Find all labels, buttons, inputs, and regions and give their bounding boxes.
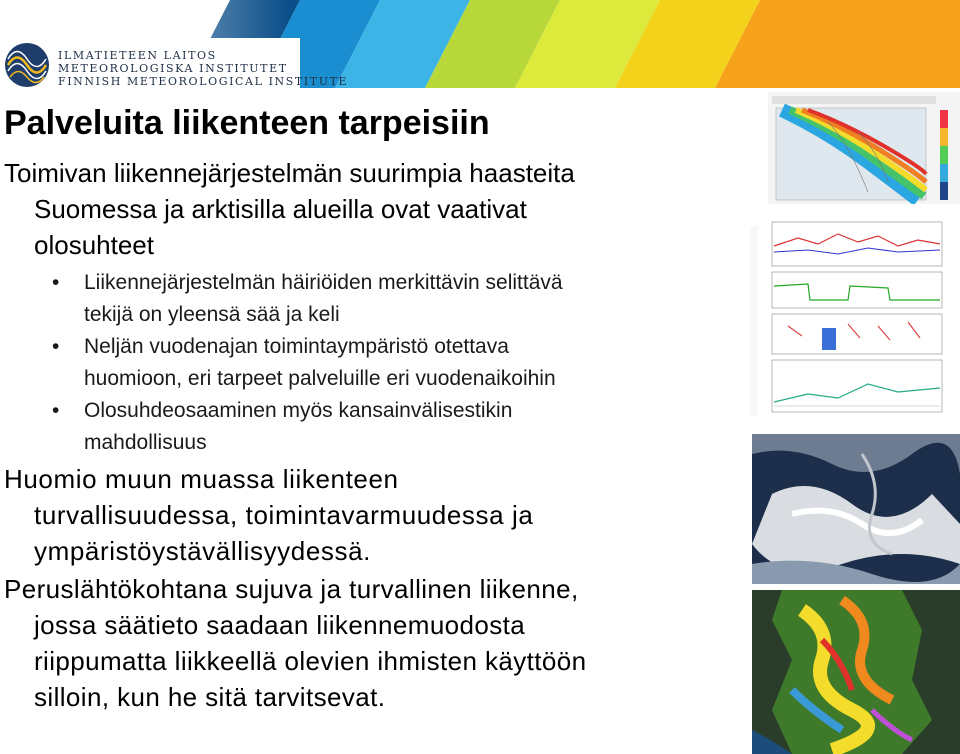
institute-name-sv: METEOROLOGISKA INSTITUTET: [58, 62, 288, 75]
paragraph-line: Peruslähtökohtana sujuva ja turvallinen liikenne,: [4, 574, 579, 604]
institute-name-en: FINNISH METEOROLOGICAL INSTITUTE: [58, 75, 349, 88]
bullet-icon: •: [52, 271, 60, 294]
list-item: [4, 395, 744, 459]
principle-paragraph: [4, 571, 744, 715]
paragraph-line: riippumatta liikkeellä olevien ihmisten käyttöön: [34, 646, 587, 676]
bullet-text: Olosuhdeosaaminen myös kansainvälisestikin: [84, 399, 513, 422]
intro-paragraph: [4, 155, 744, 263]
header-banner: [0, 0, 960, 88]
bullet-icon: •: [52, 335, 60, 358]
institute-name: [58, 49, 348, 88]
slide-title: Palveluita liikenteen tarpeisiin: [4, 104, 490, 142]
weather-imagery: [748, 88, 960, 754]
bullet-icon: •: [52, 399, 60, 422]
paragraph-line: turvallisuudessa, toimintavarmuudessa ja: [34, 500, 534, 530]
list-item: [4, 331, 744, 395]
bullet-text: mahdollisuus: [84, 431, 207, 454]
intro-line: olosuhteet: [34, 230, 154, 260]
fmi-logo-icon: [4, 42, 50, 88]
radar-map-image: [752, 590, 960, 754]
list-item: [4, 267, 744, 331]
wind-speed-map-image: [768, 92, 960, 204]
paragraph-line: Huomio muun muassa liikenteen: [4, 464, 399, 494]
paragraph-line: silloin, kun he sitä tarvitsevat.: [34, 682, 386, 712]
institute-name-fi: ILMATIETEEN LAITOS: [58, 49, 217, 62]
attention-paragraph: [4, 461, 744, 569]
intro-line: Toimivan liikennejärjestelmän suurimpia haasteita: [4, 158, 575, 188]
bullet-text: Liikennejärjestelmän häiriöiden merkittävin selittävä: [84, 271, 563, 294]
satellite-image: [752, 434, 960, 584]
bullet-text: Neljän vuodenajan toimintaympäristö otettava: [84, 335, 509, 358]
bullet-list: [4, 267, 744, 459]
meteogram-chart-image: [748, 216, 960, 422]
bullet-text: tekijä on yleensä sää ja keli: [84, 303, 340, 326]
intro-line: Suomessa ja arktisilla alueilla ovat vaativat: [34, 194, 527, 224]
slide-body: [4, 155, 744, 715]
bullet-text: huomioon, eri tarpeet palveluille eri vuodenaikoihin: [84, 367, 556, 390]
paragraph-line: jossa säätieto saadaan liikennemuodosta: [34, 610, 526, 640]
paragraph-line: ympäristöystävällisyydessä.: [34, 536, 371, 566]
